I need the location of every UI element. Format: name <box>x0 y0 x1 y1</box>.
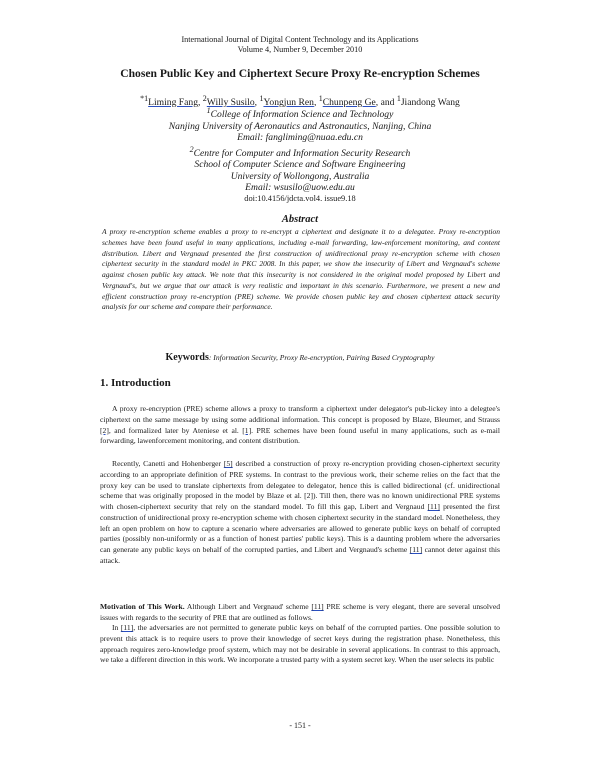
author-link[interactable]: Yongjun Ren <box>263 97 314 109</box>
affiliation-email: Email: wsusilo@uow.edu.au <box>245 182 355 194</box>
author-name: Jiandong Wang <box>400 97 460 109</box>
paragraph-lead: Motivation of This Work. <box>100 602 185 611</box>
paragraph: In [11], the adversaries are not permitted to generate public keys on behalf of the corrupted parties. One possible solution to prevent this attack is to require users to prove their knowledge of secret keys during the registration phase. Nonetheless, this approach requires zero-knowledge proof system, which may not be desirable in several applications. In contrast to this approach, we take a different direction in this work. We incorporate a trusted party with a system secret key. When the user selects its public <box>100 623 500 665</box>
citation-link[interactable]: [11] <box>120 623 134 632</box>
author-link[interactable]: Willy Susilo <box>206 97 255 109</box>
citation-link[interactable]: [11] <box>409 545 423 554</box>
author-link[interactable]: Chunpeng Ge <box>322 97 376 109</box>
abstract-heading: Abstract <box>281 214 319 225</box>
affiliation-line: University of Wollongong, Australia <box>230 170 370 182</box>
affiliations <box>0 105 600 194</box>
journal-name: International Journal of Digital Content Technology and its Applications <box>181 35 419 44</box>
author-list: $^{*1}$Liming Fang, $^2$Willy Susilo, $^1$Yongjun Ren, $^1$Chunpeng Ge, and $^1$Jiandong Wang <box>140 94 460 109</box>
paragraph: A proxy re-encryption (PRE) scheme allows a proxy to transform a ciphertext under delegator's pub-lickey into a delegtee's ciphertext on the same message by using some additional information. This concept is proposed by Blaze, Bleumer, and Strauss [2], and formalized later by Ateniese et al. [1]. PRE schemes have been found useful in many applications, such as e-mail forwarding, lawenforcement monitoring, and content distribution. <box>100 404 500 446</box>
keywords-label: Keywords <box>165 352 209 363</box>
paragraph: Motivation of This Work. Although Libert and Vergnaud' scheme [11] PRE scheme is very elegant, there are several unsolved issues with regards to the security of PRE that are outlined as follows. <box>100 602 500 622</box>
affiliation-line: $^2$Centre for Computer and Information Security Research <box>189 144 411 159</box>
author-affil-mark: 1 <box>259 94 264 103</box>
page-number: - 151 - <box>289 721 311 730</box>
affiliation-email: Email: fangliming@nuaa.edu.cn <box>237 132 363 144</box>
citation-link[interactable]: [1] <box>242 425 252 435</box>
author-affil-mark: 1 <box>396 94 401 103</box>
journal-header <box>0 35 600 55</box>
keywords-text: : Information Security, Proxy Re-encryption, Pairing Based Cryptography <box>208 353 435 362</box>
affiliation-mark: 1 <box>206 106 211 115</box>
section-heading: 1. Introduction <box>100 377 171 389</box>
citation-link[interactable]: [11] <box>427 502 440 511</box>
paragraph: Recently, Canetti and Hohenberger [5] described a construction of proxy re-encryption providing chosen-ciphertext security according to an appropriate definition of PRE systems. In contrast to the previous work, their scheme relies on the fact that the proxy key can be used to translate ciphertexts from delegatee to delegator, hence this is called bidirectional (cf. unidirectional scheme that was originally proposed in the model by Blaze et al. [2]). Till then, there was no known unidirectional PRE systems with chosen-ciphertext security that rely on the standard model. To fill this gap, Libert and Vergnaud [11] presented the first construction of unidirectional proxy re-encryption scheme with chosen ciphertext security in the standard model. Nonetheless, they left an open problem on how to capture a scenario where adversaries are allowed to generate public keys on behalf of corrupted parties (possibly non-uniformly or as a function of honest parties' public keys). This is a daunting problem where the adversaries can generate any public keys on behalf of the corrupted parties, and Libert and Vergnaud's scheme [11] cannot deter against this attack. <box>100 459 500 565</box>
affiliation-mark: 2 <box>189 144 194 154</box>
citation-link[interactable]: [11] <box>311 602 324 611</box>
citation-link[interactable]: [2] <box>100 425 109 435</box>
affiliation-line: $^1$College of Information Science and Technology <box>206 106 394 121</box>
author-affil-mark: *1 <box>140 94 149 103</box>
abstract-text: A proxy re-encryption scheme enables a proxy to re-encrypt a ciphertext and designate it to a delegatee. Proxy re-encryption schemes have been found useful in many applications, including e-mail forwarding, law-enforcement monitoring, and content distribution. Libert and Vergnaud presented the first construction of unidirectional proxy re-encryption scheme with chosen ciphertext security in the standard model in PKC 2008. In this paper, we show the insecurity of Libert and Vergnaud's scheme against chosen public key attack. We note that this insecurity is not considered in the original model proposed by Libert and Vergnaud's, but we argue that our attack is very realistic and important in this scenario. Furthermore, we present a new and efficient construction proxy re-encryption (PRE) scheme. We provide chosen public key and chosen ciphertext attack security analysis for our scheme and compare their performance. <box>102 227 500 312</box>
doi: doi:10.4156/jdcta.vol4. issue9.18 <box>244 194 356 203</box>
paper-title: Chosen Public Key and Ciphertext Secure Proxy Re-encryption Schemes <box>120 67 480 80</box>
author-affil-mark: 1 <box>318 94 323 103</box>
citation-link[interactable]: [5] <box>223 459 233 468</box>
journal-volume: Volume 4, Number 9, December 2010 <box>237 45 363 54</box>
author-affil-mark: 2 <box>202 94 207 103</box>
affiliation-line: School of Computer Science and Software Engineering <box>194 159 406 171</box>
keywords <box>0 352 600 363</box>
affiliation-line: Nanjing University of Aeronautics and Astronautics, Nanjing, China <box>168 120 432 132</box>
author-link[interactable]: Liming Fang <box>148 97 198 109</box>
